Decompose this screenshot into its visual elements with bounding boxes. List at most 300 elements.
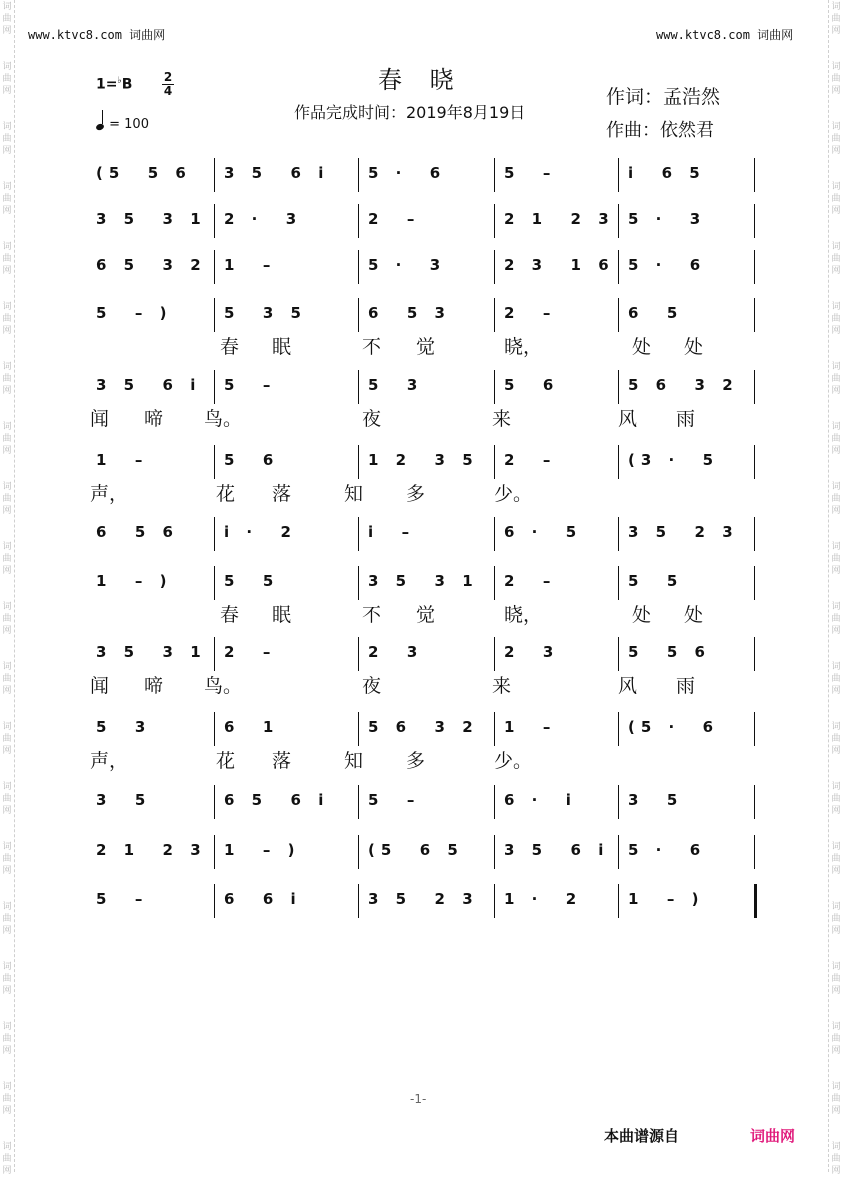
watermark-char: 网 [831,326,841,336]
watermark-char: 词 [831,542,841,552]
completion-date: 作品完成时间：2019年8月19日 [294,103,526,122]
measure-notes: 6 5 [628,304,684,322]
bar-line [214,298,215,332]
watermark-char: 网 [831,86,841,96]
bar-line [754,785,755,819]
site-url-left[interactable] [28,26,165,43]
measure-notes: 5 3 5 [224,304,307,322]
watermark-char: 曲 [831,1094,841,1104]
lyric-char: 雨 [676,675,696,697]
bar-line [358,712,359,746]
score-row [86,158,754,192]
bar-line [494,370,495,404]
watermark-char: 曲 [2,974,12,984]
score-row [86,370,754,404]
lyricist-credit: 作词：孟浩然 [606,86,721,108]
measure-notes: 2 – [504,304,557,322]
watermark-char: 曲 [831,1154,841,1164]
measure-notes: (5 5 6 [96,164,192,182]
measure-notes: 5 – [224,376,277,394]
measure-notes: 3 5 6 i [504,841,610,859]
lyric-char: 多 [406,483,426,505]
measure-notes: 5 3 [368,376,424,394]
measure-notes: i 6 5 [628,164,706,182]
watermark-char: 词 [831,302,841,312]
lyric-char: 少。 [494,483,533,505]
watermark-char: 词 [2,542,12,552]
bar-line [618,298,619,332]
key-prefix: 1= [96,76,118,93]
bar-line [214,204,215,238]
measure-notes: 2 – [224,643,277,661]
watermark-char: 网 [831,626,841,636]
watermark-char: 曲 [2,374,12,384]
measure-notes: 3 5 3 1 [96,643,207,661]
watermark-char: 曲 [831,134,841,144]
bar-line [214,835,215,869]
lyric-char: 夜 [362,408,382,430]
measure-notes: 5 5 6 [628,643,711,661]
measure-notes: 1 – ) [96,572,173,590]
measure-notes: 5 · 6 [628,841,707,859]
watermark-char: 曲 [2,854,12,864]
watermark-char: 曲 [831,914,841,924]
score-row [86,785,754,819]
lyric-char: 晓， [504,336,543,358]
watermark-char: 词 [2,842,12,852]
bar-line [358,204,359,238]
watermark-char: 词 [2,422,12,432]
site-url-left-suffix: 词曲网 [129,28,166,42]
measure-notes: 3 5 6 i [96,376,202,394]
lyric-char: 处 [684,604,704,626]
watermark-char: 词 [2,2,12,12]
watermark-char: 曲 [2,1094,12,1104]
lyric-char: 声， [90,483,129,505]
lyric-char: 闻 [90,408,110,430]
measure-notes: 1 · 2 [504,890,583,908]
watermark-char: 曲 [831,614,841,624]
watermark-char: 词 [2,1082,12,1092]
measure-notes: 5 6 3 2 [368,718,479,736]
lyric-char: 晓， [504,604,543,626]
watermark-char: 网 [2,926,12,936]
lyric-char: 处 [632,604,652,626]
page-number: -1- [410,1092,427,1106]
bar-line [494,637,495,671]
watermark-char: 网 [2,146,12,156]
measure-notes: 6 · 5 [504,523,583,541]
watermark-char: 网 [831,26,841,36]
right-watermark-strip [828,0,843,1176]
watermark-char: 词 [831,1142,841,1152]
watermark-char: 曲 [2,14,12,24]
watermark-char: 网 [2,86,12,96]
measure-notes: 3 5 [628,791,684,809]
watermark-char: 词 [831,122,841,132]
bar-line [754,884,757,918]
measure-notes: 5 · 3 [628,210,707,228]
watermark-char: 词 [2,242,12,252]
score-row [86,250,754,284]
bar-line [358,884,359,918]
watermark-char: 网 [831,566,841,576]
score-row [86,637,754,671]
watermark-char: 词 [831,842,841,852]
bar-line [214,517,215,551]
watermark-char: 曲 [2,194,12,204]
score-row [86,298,754,332]
bar-line [494,884,495,918]
site-url-right[interactable] [656,26,793,43]
watermark-char: 词 [831,182,841,192]
watermark-char: 词 [831,2,841,12]
watermark-char: 网 [831,866,841,876]
lyric-char: 风 [618,675,638,697]
watermark-char: 曲 [831,314,841,324]
score-row [86,884,754,918]
watermark-char: 曲 [2,554,12,564]
bar-line [358,785,359,819]
watermark-char: 词 [2,1022,12,1032]
bar-line [754,158,755,192]
bar-line [494,785,495,819]
composer-credit: 作曲：依然君 [606,120,714,141]
bar-line [214,250,215,284]
lyric-char: 处 [632,336,652,358]
bar-line [618,835,619,869]
tempo-value: = 100 [109,117,149,132]
source-brand-link[interactable]: 词曲网 [750,1127,796,1145]
bar-line [618,785,619,819]
measure-notes: 5 · 3 [368,256,447,274]
watermark-char: 网 [831,1106,841,1116]
watermark-char: 曲 [831,194,841,204]
watermark-char: 网 [2,1166,12,1176]
measure-notes: 5 6 [504,376,560,394]
watermark-char: 网 [831,446,841,456]
watermark-char: 曲 [831,254,841,264]
score-row [86,566,754,600]
measure-notes: 3 5 [96,791,152,809]
watermark-char: 网 [831,926,841,936]
measure-notes: (3 · 5 [628,451,720,469]
watermark-char: 曲 [2,914,12,924]
bar-line [754,637,755,671]
bar-line [494,517,495,551]
bar-line [618,370,619,404]
watermark-char: 词 [2,182,12,192]
measure-notes: 6 6 i [224,890,302,908]
watermark-char: 网 [2,446,12,456]
watermark-char: 曲 [831,554,841,564]
measure-notes: 3 5 6 i [224,164,330,182]
bar-line [618,884,619,918]
score-row [86,517,754,551]
score-row [86,204,754,238]
bar-line [494,250,495,284]
lyric-char: 多 [406,750,426,772]
measure-notes: 2 3 1 6 [504,256,615,274]
watermark-char: 网 [831,386,841,396]
bar-line [358,517,359,551]
measure-notes: 5 – ) [96,304,173,322]
watermark-char: 词 [831,722,841,732]
lyric-char: 落 [272,483,292,505]
watermark-char: 词 [2,662,12,672]
site-url-right-text: www.ktvc8.com [656,28,750,42]
watermark-char: 词 [831,422,841,432]
bar-line [754,370,755,404]
bar-line [214,158,215,192]
measure-notes: 6 5 6 [96,523,179,541]
measure-notes: 2 – [368,210,421,228]
measure-notes: 6 · i [504,791,577,809]
score-row [86,712,754,746]
measure-notes: 2 – [504,572,557,590]
lyric-char: 春 [220,604,240,626]
watermark-char: 网 [831,146,841,156]
measure-notes: 5 3 [96,718,152,736]
measure-notes: 1 – [504,718,557,736]
bar-line [494,712,495,746]
measure-notes: i – [368,523,416,541]
watermark-char: 词 [2,1142,12,1152]
watermark-char: 网 [2,26,12,36]
measure-notes: (5 · 6 [628,718,720,736]
measure-notes: (5 6 5 [368,841,464,859]
bar-line [754,250,755,284]
quarter-note-icon [95,123,105,131]
watermark-char: 网 [831,686,841,696]
bar-line [754,517,755,551]
lyric-char: 花 [216,750,236,772]
watermark-char: 曲 [2,74,12,84]
bar-line [494,445,495,479]
bar-line [494,298,495,332]
watermark-char: 词 [831,962,841,972]
bar-line [618,158,619,192]
watermark-char: 网 [2,506,12,516]
watermark-char: 曲 [831,974,841,984]
watermark-char: 网 [2,266,12,276]
key-note: B [121,76,133,93]
lyric-char: 眠 [272,604,292,626]
watermark-char: 曲 [2,794,12,804]
bar-line [358,250,359,284]
measure-notes: 5 · 6 [368,164,447,182]
watermark-char: 词 [2,482,12,492]
bar-line [618,250,619,284]
lyric-char: 不 [362,604,382,626]
watermark-char: 词 [2,122,12,132]
watermark-char: 曲 [831,434,841,444]
measure-notes: 1 – ) [224,841,301,859]
bar-line [754,835,755,869]
watermark-char: 词 [831,602,841,612]
left-watermark-strip [0,0,15,1176]
watermark-char: 曲 [831,374,841,384]
measure-notes: 2 3 [504,643,560,661]
watermark-char: 曲 [2,674,12,684]
measure-notes: 1 2 3 5 [368,451,479,469]
watermark-char: 词 [831,662,841,672]
measure-notes: 5 – [96,890,149,908]
measure-notes: 2 3 [368,643,424,661]
lyric-char: 知 [344,750,364,772]
measure-notes: 6 1 [224,718,280,736]
lyric-char: 鸟。 [204,408,243,430]
bar-line [214,445,215,479]
measure-notes: 3 5 2 3 [368,890,479,908]
lyric-char: 来 [492,675,512,697]
watermark-char: 网 [831,206,841,216]
bar-line [754,298,755,332]
watermark-char: 词 [831,1082,841,1092]
watermark-char: 曲 [2,734,12,744]
lyric-char: 觉 [416,336,436,358]
site-url-left-text: www.ktvc8.com [28,28,122,42]
watermark-char: 词 [2,62,12,72]
watermark-char: 网 [2,1046,12,1056]
watermark-char: 词 [831,62,841,72]
watermark-char: 曲 [831,794,841,804]
bar-line [618,637,619,671]
bar-line [754,566,755,600]
bar-line [494,158,495,192]
watermark-char: 曲 [831,14,841,24]
watermark-char: 网 [831,806,841,816]
bar-line [754,445,755,479]
measure-notes: 1 – [224,256,277,274]
measure-notes: 5 6 3 2 [628,376,739,394]
watermark-char: 曲 [2,434,12,444]
measure-notes: 5 5 [224,572,280,590]
watermark-char: 词 [831,782,841,792]
watermark-char: 词 [2,602,12,612]
lyric-char: 花 [216,483,236,505]
measure-notes: 1 – [96,451,149,469]
lyric-char: 声， [90,750,129,772]
watermark-char: 网 [2,986,12,996]
note-stem [102,110,103,124]
watermark-char: 曲 [831,494,841,504]
watermark-char: 网 [2,206,12,216]
lyric-char: 雨 [676,408,696,430]
bar-line [358,158,359,192]
measure-notes: 3 5 3 1 [96,210,207,228]
lyric-char: 夜 [362,675,382,697]
watermark-char: 网 [831,1166,841,1176]
lyric-char: 处 [684,336,704,358]
watermark-char: 词 [831,242,841,252]
lyric-char: 风 [618,408,638,430]
watermark-char: 词 [2,302,12,312]
measure-notes: 6 5 6 i [224,791,330,809]
lyric-char: 眠 [272,336,292,358]
watermark-char: 曲 [2,494,12,504]
watermark-char: 曲 [2,314,12,324]
watermark-char: 曲 [2,614,12,624]
measure-notes: 6 5 3 [368,304,451,322]
bar-line [618,566,619,600]
bar-line [754,712,755,746]
bar-line [358,298,359,332]
watermark-char: 网 [2,386,12,396]
watermark-char: 网 [2,686,12,696]
watermark-char: 网 [831,1046,841,1056]
bar-line [358,566,359,600]
song-title: 春 晓 [378,66,464,94]
watermark-char: 词 [2,362,12,372]
lyric-char: 来 [492,408,512,430]
measure-notes: 2 1 2 3 [96,841,207,859]
lyric-char: 啼 [144,408,164,430]
bar-line [214,884,215,918]
lyric-char: 不 [362,336,382,358]
measure-notes: 5 – [368,791,421,809]
measure-notes: i · 2 [224,523,297,541]
meter-top: 2 [163,70,173,84]
bar-line [214,785,215,819]
watermark-char: 网 [831,266,841,276]
watermark-char: 曲 [831,854,841,864]
lyric-char: 少。 [494,750,533,772]
watermark-char: 曲 [831,1034,841,1044]
watermark-char: 词 [831,482,841,492]
measure-notes: 3 5 2 3 [628,523,739,541]
watermark-char: 词 [2,782,12,792]
watermark-char: 词 [2,902,12,912]
lyric-char: 鸟。 [204,675,243,697]
watermark-char: 网 [2,626,12,636]
watermark-char: 网 [2,566,12,576]
watermark-char: 曲 [831,734,841,744]
tempo-marking [96,114,149,132]
bar-line [494,204,495,238]
watermark-char: 词 [831,362,841,372]
measure-notes: 5 5 [628,572,684,590]
watermark-char: 网 [831,746,841,756]
measure-notes: 5 – [504,164,557,182]
watermark-char: 词 [2,962,12,972]
lyric-char: 知 [344,483,364,505]
bar-line [618,712,619,746]
measure-notes: 3 5 3 1 [368,572,479,590]
bar-line [214,712,215,746]
watermark-char: 曲 [831,674,841,684]
watermark-char: 曲 [2,254,12,264]
source-label: 本曲谱源自 [604,1127,680,1145]
bar-line [494,835,495,869]
watermark-char: 网 [2,866,12,876]
bar-line [618,204,619,238]
time-signature [162,71,174,98]
bar-line [358,445,359,479]
watermark-char: 曲 [2,1154,12,1164]
measure-notes: 6 5 3 2 [96,256,207,274]
watermark-char: 网 [2,326,12,336]
lyric-char: 啼 [144,675,164,697]
watermark-char: 词 [2,722,12,732]
bar-line [358,637,359,671]
watermark-char: 网 [831,986,841,996]
bar-line [494,566,495,600]
watermark-char: 曲 [831,74,841,84]
watermark-char: 网 [2,806,12,816]
watermark-char: 网 [831,506,841,516]
measure-notes: 5 · 6 [628,256,707,274]
